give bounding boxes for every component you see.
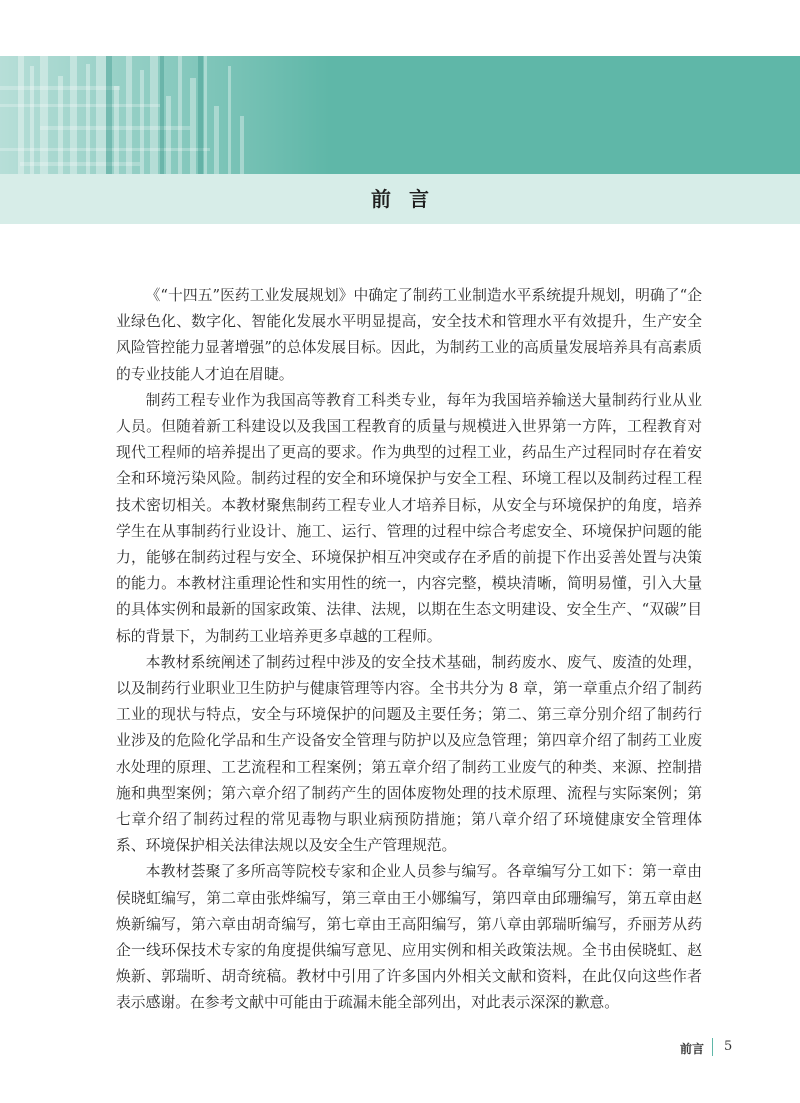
paragraph-3: 本教材系统阐述了制药过程中涉及的安全技术基础，制药废水、废气、废渣的处理，以及制药行业职业卫生防护与健康管理等内容。全书共分为 8 章，第一章重点介绍了制药工业的现状与特点，安全与环境保护的问题及主要任务；第二、第三章分别介绍了制药行业涉及的危险化学品和生产设备安全管理与防护以及应急管理；第四章介绍了制药工业废水处理的原理、工艺流程和工程案例；第五章介绍了制药工业废气的种类、来源、控制措施和典型案例；第六章介绍了制药产生的固体废物处理的技术原理、流程与实际案例；第七章介绍了制药过程的常见毒物与职业病预防措施；第八章介绍了环境健康安全管理体系、环境保护相关法律法规以及安全生产管理规范。	[116, 653, 702, 855]
footer-section-label: 前言	[679, 1042, 704, 1056]
paragraph-2: 制药工程专业作为我国高等教育工科类专业，每年为我国培养输送大量制药行业从业人员。但随着新工科建设以及我国工程教育的质量与规模进入世界第一方阵，工程教育对现代工程师的培养提出了更高的要求。作为典型的过程工业，药品生产过程同时存在着安全和环境污染风险。制药过程的安全和环境保护与安全工程、环境工程以及制药过程工程技术密切相关。本教材聚焦制药工程专业人才培养目标，从安全与环境保护的角度，培养学生在从事制药行业设计、施工、运行、管理的过程中综合考虑安全、环境保护问题的能力，能够在制药过程与安全、环境保护相互冲突或存在矛盾的前提下作出妥善处置与决策的能力。本教材注重理论性和实用性的统一，内容完整，模块清晰，简明易懂，引入大量的具体实例和最新的国家政策、法律、法规，以期在生态文明建设、安全生产、“双碳”目标的背景下，为制药工业培养更多卓越的工程师。	[116, 391, 702, 645]
paragraph-1: 《“十四五”医药工业发展规划》中确定了制药工业制造水平系统提升规划，明确了“企业绿色化、数字化、智能化发展水平明显提高，安全技术和管理水平有效提升，生产安全风险管控能力显著增强”的总体发展目标。因此，为制药工业的高质量发展培养具有高素质的专业技能人才迫在眉睫。	[116, 287, 702, 383]
page-number: 5	[724, 1039, 733, 1054]
body-text	[116, 283, 702, 1017]
page-title: 前言	[371, 187, 447, 211]
building-stripes-decoration	[0, 56, 800, 174]
paragraph-4: 本教材荟聚了多所高等院校专家和企业人员参与编写。各章编写分工如下：第一章由侯晓虹编写，第二章由张烨编写，第三章由王小娜编写，第四章由邱珊编写，第五章由赵焕新编写，第六章由胡奇编写，第七章由王高阳编写，第八章由郭瑞昕编写，乔丽芳从药企一线环保技术专家的角度提供编写意见、应用实例和相关政策法规。全书由侯晓虹、赵焕新、郭瑞昕、胡奇统稿。教材中引用了许多国内外相关文献和资料，在此仅向这些作者表示感谢。在参考文献中可能由于疏漏未能全部列出，对此表示深深的歉意。	[116, 863, 702, 1012]
footer-separator	[712, 1038, 713, 1056]
header-band	[0, 56, 800, 174]
